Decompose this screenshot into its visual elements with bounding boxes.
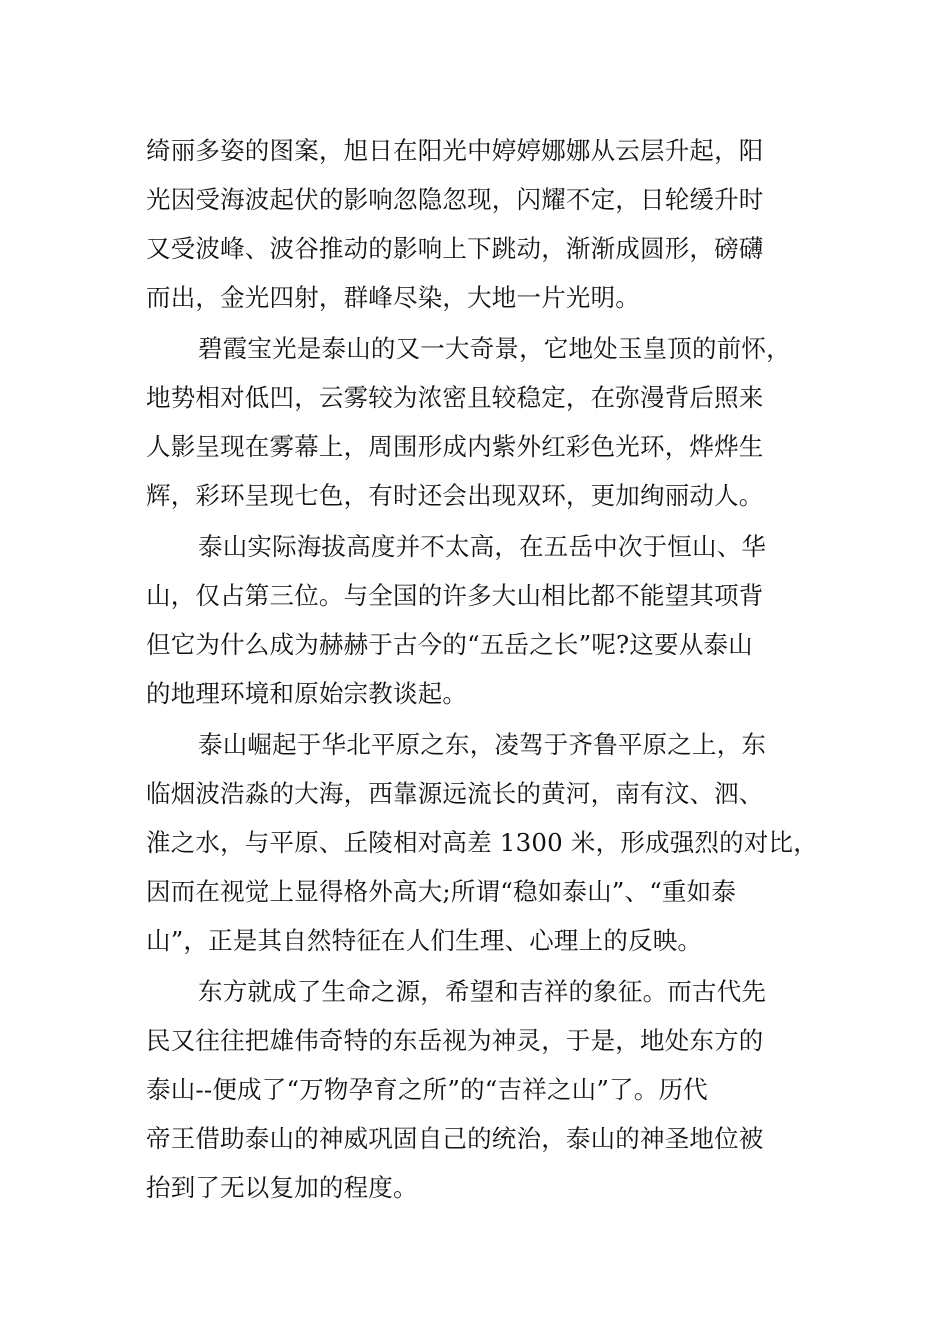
paragraph-first-line: 碧霞宝光是泰山的又一大奇景，它地处玉皇顶的前怀， [198,334,791,363]
text-line: 绮丽多姿的图案，旭日在阳光中婷婷娜娜从云层升起，阳 [146,136,764,165]
text-line: 因而在视觉上显得格外高大;所谓“稳如泰山”、“重如泰 [146,877,737,906]
text-line: 临烟波浩淼的大海，西靠源远流长的黄河，南有汶、泗、 [146,779,764,808]
text-line: 光因受海波起伏的影响忽隐忽现，闪耀不定，日轮缓升时 [146,185,764,214]
text-line: 民又往往把雄伟奇特的东岳视为神灵，于是，地处东方的 [146,1026,764,1055]
text-line: 而出，金光四射，群峰尽染，大地一片光明。 [146,283,640,312]
text-line: 又受波峰、波谷推动的影响上下跳动，渐渐成圆形，磅礴 [146,234,764,263]
paragraph-first-line: 泰山实际海拔高度并不太高，在五岳中次于恒山、华 [198,532,767,561]
text-line: 山”，正是其自然特征在人们生理、心理上的反映。 [146,926,703,955]
text-line: 山，仅占第三位。与全国的许多大山相比都不能望其项背 [146,581,764,610]
paragraph-first-line: 泰山崛起于华北平原之东，凌驾于齐鲁平原之上，东 [198,730,767,759]
text-line: 辉，彩环呈现七色，有时还会出现双环，更加绚丽动人。 [146,481,764,510]
text-line: 淮之水，与平原、丘陵相对高差 1300 米，形成强烈的对比， [146,828,818,857]
text-line: 帝王借助泰山的神威巩固自己的统治，泰山的神圣地位被 [146,1124,764,1153]
text-line: 的地理环境和原始宗教谈起。 [146,679,468,708]
text-line: 抬到了无以复加的程度。 [146,1173,418,1202]
text-line: 地势相对低凹，云雾较为浓密且较稳定，在弥漫背后照来 [146,383,764,412]
text-line: 泰山--便成了“万物孕育之所”的“吉祥之山”了。历代 [146,1075,708,1104]
paragraph-first-line: 东方就成了生命之源，希望和吉祥的象征。而古代先 [198,977,767,1006]
text-line: 但它为什么成为赫赫于古今的“五岳之长”呢?这要从泰山 [146,630,753,659]
text-line: 人影呈现在雾幕上，周围形成内紫外红彩色光环，烨烨生 [146,432,764,461]
